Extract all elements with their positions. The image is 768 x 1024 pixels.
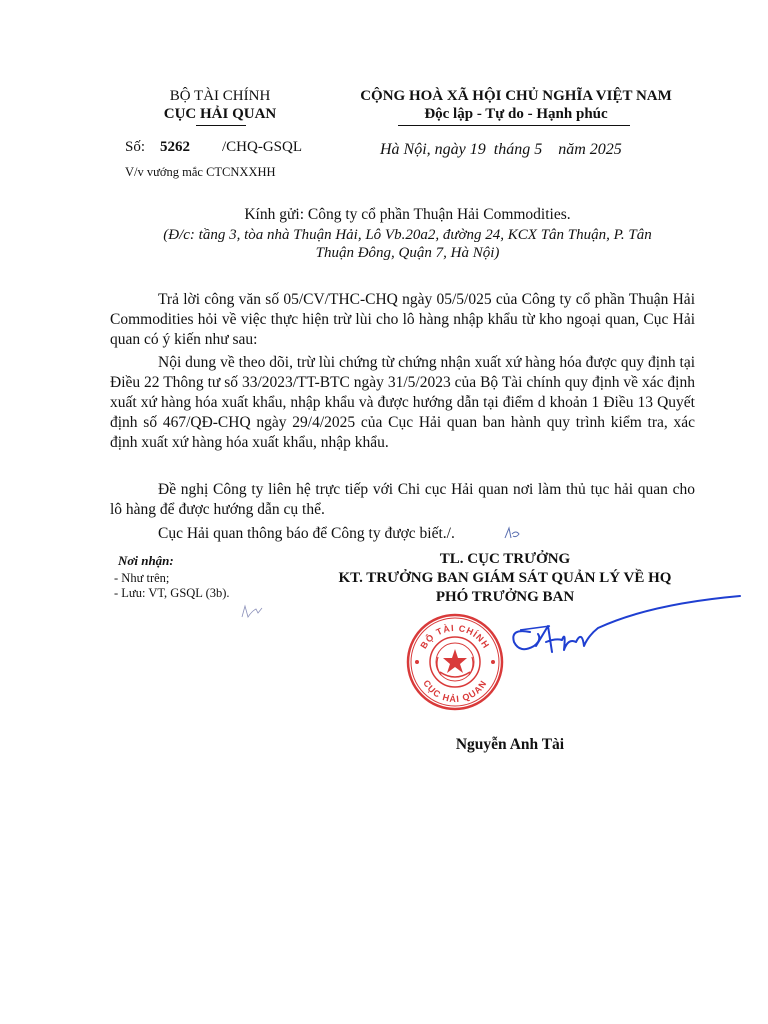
receivers-title: Nơi nhận: (118, 553, 174, 568)
handwritten-signature-icon (490, 590, 750, 670)
signer-name: Nguyễn Anh Tài (455, 736, 565, 753)
seal-bottom-text: CỤC HẢI QUAN (421, 678, 489, 705)
department-underline (196, 125, 246, 126)
initials-mark-icon (503, 526, 523, 542)
paragraph-4-text: Cục Hải quan thông báo để Công ty được biết./. (158, 525, 455, 542)
paragraph-2 (110, 353, 695, 453)
paragraph-3-text: Đề nghị Công ty liên hệ trực tiếp với Chi cục Hải quan nơi làm thủ tục hải quan cho lô hàng để được hướng dẫn cụ thể. (110, 481, 695, 518)
department-name: CỤC HẢI QUAN (163, 106, 277, 122)
paragraph-1 (110, 290, 695, 350)
signature-line-3: PHÓ TRƯỞNG BAN (435, 589, 575, 605)
signature-line-1: TL. CỤC TRƯỞNG (439, 551, 571, 567)
signature-line-2: KT. TRƯỞNG BAN GIÁM SÁT QUẢN LÝ VỀ HQ (338, 570, 672, 586)
paragraph-4 (110, 524, 695, 544)
document-subject: V/v vướng mắc CTCNXXHH (125, 165, 276, 179)
seal-top-text: BỘ TÀI CHÍNH (418, 622, 492, 651)
ministry-name: BỘ TÀI CHÍNH (169, 88, 271, 104)
place-date: Hà Nội, ngày 19 tháng 5 năm 2025 (380, 141, 622, 158)
paragraph-2-text: Nội dung về theo dõi, trừ lùi chứng từ chứng nhận xuất xứ hàng hóa được quy định tại Điều 22 Thông tư số 33/2023/TT-BTC ngày 31/5/2023 của Bộ Tài chính quy định về xác định xuất xứ hàng hóa xuất khẩu, nhập khẩu và được hướng dẫn tại điểm d khoản 1 Điều 13 Quyết định số 467/QĐ-CHQ ngày 29/4/2025 của Cục Hải quan ban hành quy trình kiểm tra, xác định xuất xứ hàng hóa xuất khẩu, nhập khẩu. (110, 354, 695, 451)
svg-text:CỤC HẢI QUAN (421, 678, 489, 704)
receivers-item-2: - Lưu: VT, GSQL (3b). (114, 586, 230, 600)
recipient-address-line1: (Đ/c: tầng 3, tòa nhà Thuận Hải, Lô Vb.20a2, đường 24, KCX Tân Thuận, P. Tân (163, 227, 652, 243)
paragraph-1-text: Trả lời công văn số 05/CV/THC-CHQ ngày 05/5/025 của Công ty cổ phần Thuận Hải Commodities hỏi về việc thực hiện trừ lùi cho lô hàng nhập khẩu từ kho ngoại quan, Cục Hải quan có ý kiến như sau: (110, 291, 695, 348)
number-label: Số: (125, 139, 146, 155)
document-code: /CHQ-GSQL (222, 139, 303, 155)
receivers-initials-icon (240, 603, 270, 623)
recipient-to: Kính gửi: Công ty cổ phần Thuận Hải Commodities. (244, 206, 571, 223)
paragraph-3 (110, 480, 695, 520)
nation-title: CỘNG HOÀ XÃ HỘI CHỦ NGHĨA VIỆT NAM (360, 88, 672, 104)
recipient-address-line2: Thuận Đông, Quận 7, Hà Nội) (315, 245, 500, 261)
nation-motto: Độc lập - Tự do - Hạnh phúc (424, 106, 608, 122)
document-number: 5262 (160, 139, 190, 155)
motto-underline (398, 125, 630, 126)
receivers-item-1: - Như trên; (114, 571, 170, 585)
